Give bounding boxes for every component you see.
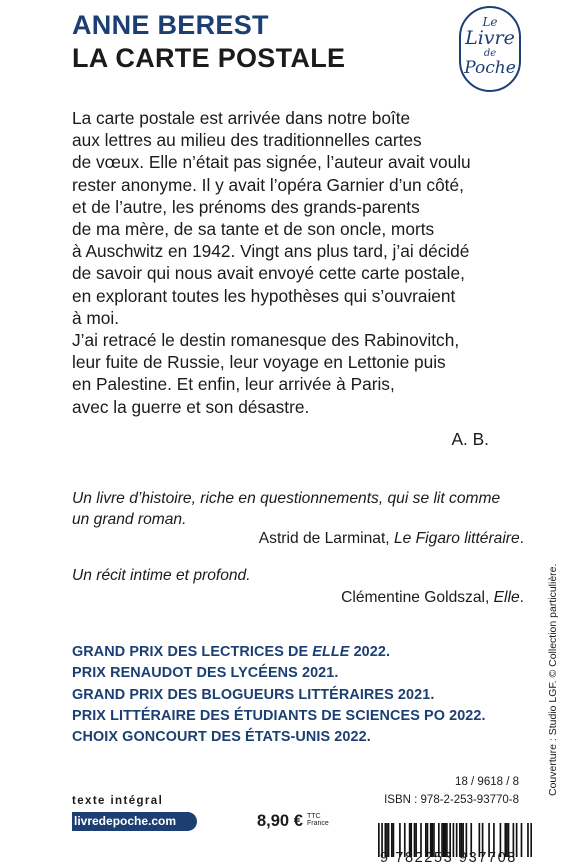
logo-line-2: Livre — [465, 27, 515, 49]
price-country: France — [307, 820, 329, 827]
livre-de-poche-logo — [459, 6, 521, 92]
prize-item: CHOIX GONCOURT DES ÉTATS-UNIS 2022. — [72, 729, 371, 746]
blurb-line: en Palestine. Et enfin, leur arrivée à Paris, — [72, 374, 395, 395]
logo-line-3: de — [483, 48, 497, 59]
price-ttc: TTC — [307, 813, 321, 820]
quote-end: . — [519, 530, 524, 547]
author-name: ANNE BEREST — [72, 10, 269, 40]
book-title: LA CARTE POSTALE — [72, 43, 346, 73]
logo-line-4: Poche — [464, 58, 516, 78]
prize-list — [72, 642, 486, 748]
blurb-line: rester anonyme. Il y avait l’opéra Garnier d’un côté, — [72, 174, 464, 195]
quote-author: Astrid de Larminat, — [258, 530, 394, 547]
blurb-line: aux lettres au milieu des traditionnelles cartes — [72, 130, 422, 151]
blurb-line: à moi. — [72, 307, 120, 328]
press-quote-1 — [72, 488, 532, 530]
blurb-line: de vœux. Elle n’était pas signée, l’auteur avait voulu — [72, 152, 471, 173]
barcode-bar — [530, 823, 532, 857]
blurb-line: et de l’autre, les prénoms des grands-parents — [72, 196, 420, 217]
quote-publication: Elle — [493, 589, 520, 606]
website-link[interactable]: livredepoche.com — [72, 812, 197, 831]
edition-code: 18 / 9618 / 8 — [455, 776, 519, 788]
press-quote-2-source — [341, 589, 524, 607]
texte-integral-label: texte intégral — [72, 795, 164, 807]
barcode-digits: 9 782253 937708 — [380, 850, 517, 866]
quote-line: Un livre d’histoire, riche en questionnements, qui se lit comme — [72, 490, 501, 507]
press-quote-1-source — [259, 530, 524, 548]
blurb-line: La carte postale est arrivée dans notre boîte — [72, 108, 411, 128]
blurb-signature: A. B. — [451, 429, 489, 449]
prize-item: GRAND PRIX DES BLOGUEURS LITTÉRAIRES 2021. — [72, 686, 435, 703]
quote-end: . — [519, 589, 524, 606]
price-ttc-note — [307, 813, 329, 827]
quote-line: un grand roman. — [72, 511, 187, 528]
blurb-text — [72, 107, 542, 418]
prize-text-italic: ELLE — [312, 644, 350, 660]
cover-credit: Couverture : Studio LGF. © Collection particulière. — [547, 563, 559, 796]
blurb-line: J’ai retracé le destin romanesque des Rabinovitch, — [72, 330, 460, 351]
blurb-line: de ma mère, de sa tante et de son oncle, morts — [72, 219, 435, 240]
prize-text: 2022. — [349, 644, 391, 660]
blurb-line: leur fuite de Russie, leur voyage en Lettonie puis — [72, 352, 446, 373]
prize-text: GRAND PRIX DES LECTRICES DE — [72, 644, 313, 660]
quote-author: Clémentine Goldszal, — [341, 589, 494, 606]
prize-item — [72, 642, 486, 663]
barcode-bar — [527, 823, 529, 857]
barcode-bar — [521, 823, 523, 857]
press-quote-2: Un récit intime et profond. — [72, 567, 251, 584]
blurb-line: à Auschwitz en 1942. Vingt ans plus tard, j’ai décidé — [72, 241, 470, 262]
isbn: ISBN : 978-2-253-93770-8 — [384, 794, 519, 806]
blurb-line: avec la guerre et son désastre. — [72, 396, 310, 417]
prize-item: PRIX RENAUDOT DES LYCÉENS 2021. — [72, 665, 339, 682]
logo-line-1: Le — [482, 15, 498, 29]
prize-item: PRIX LITTÉRAIRE DES ÉTUDIANTS DE SCIENCES PO 2022. — [72, 707, 486, 724]
quote-publication: Le Figaro littéraire — [393, 530, 520, 547]
blurb-line: de savoir qui nous avait envoyé cette carte postale, — [72, 263, 465, 284]
blurb-line: en explorant toutes les hypothèses qui s’ouvraient — [72, 285, 456, 306]
price: 8,90 € — [257, 812, 303, 830]
